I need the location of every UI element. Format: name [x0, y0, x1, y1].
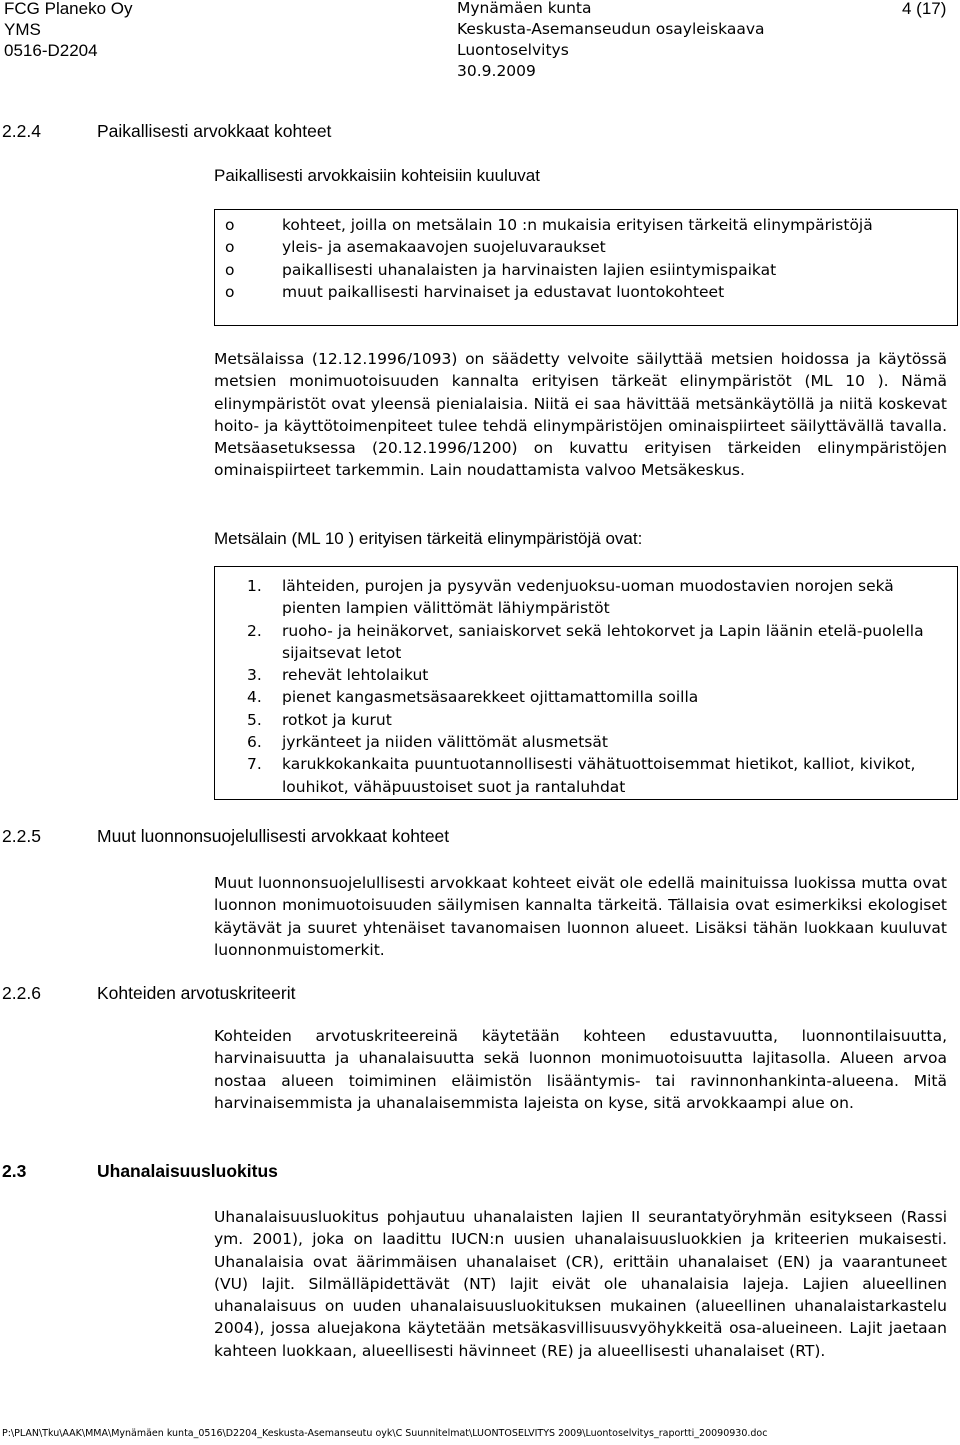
header-page-number: 4 (17)	[902, 0, 947, 18]
item-number: 1.	[247, 577, 262, 595]
header-date: 30.9.2009	[457, 62, 536, 80]
bullet-list	[215, 214, 957, 303]
list-item: o muut paikallisesti harvinaiset ja edustavat luontokohteet	[215, 281, 957, 303]
section-heading-2-2-4	[2, 121, 331, 142]
numbered-list	[215, 575, 957, 798]
section-title: Muut luonnonsuojelullisesti arvokkaat kohteet	[97, 826, 450, 846]
footer-file-path: P:\PLAN\Tku\AAK\MMA\Mynämäen kunta_0516\D2204_Keskusta-Asemanseutu oyk\C Suunnitelmat\LUONTOSELVITYS 2009\Luontoselvitys_raportti_20090930.doc	[2, 1428, 768, 1439]
header-plan-name: Keskusta-Asemanseudun osayleiskaava	[457, 20, 765, 38]
list-item: 7. karukkokankaita puuntuotannollisesti vähätuottoisemmat hietikot, kalliot, kivikot, louhikot, vähäpuustoiset suot ja rantaluhdat	[247, 755, 916, 796]
header-document-type: Luontoselvitys	[457, 41, 569, 59]
item-number: 5.	[247, 710, 262, 729]
paragraph-metsalaki: Metsälaissa (12.12.1996/1093) on säädetty velvoite säilyttää metsien hoidossa ja käytössä metsien monimuotoisuuden kannalta erityisen tärkeät elinympäristöt (ML 10 ). Nämä elinympäristöt ovat yleensä pienialaisia. Niitä ei saa hävittää metsänkäytöllä ja niitä koskevat hoito- ja käyttötoimenpiteet tulee tehdä elinympäristöjen ominaispiirteet säilyttävällä tavalla. Metsäasetuksessa (20.12.1996/1200) on kuvattu erityisen tärkeiden elinympäristöjen ominaispiirteet tarkemmin. Lain noudattamista valvoo Metsäkeskus.	[214, 350, 947, 480]
header-unit: YMS	[4, 20, 41, 39]
section-title: Uhanalaisuusluokitus	[97, 1161, 278, 1181]
section-title: Paikallisesti arvokkaat kohteet	[97, 121, 332, 141]
paragraph-muut-kohteet: Muut luonnonsuojelullisesti arvokkaat kohteet eivät ole edellä mainituissa luokissa mutta ovat luonnon monimuotoisuuden säilymisen kannalta tärkeitä. Tällaisia ovat esimerkiksi ekologiset käytävät ja suuret yhtenäiset tavanomaisen luonnon alueet. Lisäksi tähän luokkaan kuuluvat luonnonmuistomerkit.	[214, 874, 947, 959]
section-number: 2.2.5	[2, 826, 41, 846]
list-item: 6. jyrkänteet ja niiden välittömät alusmetsät	[215, 731, 957, 753]
bullet-marker: o	[225, 260, 235, 279]
section-title: Kohteiden arvotuskriteerit	[97, 983, 296, 1003]
section-number: 2.2.6	[2, 983, 41, 1003]
list-item: o kohteet, joilla on metsälain 10 :n mukaisia erityisen tärkeitä elinympäristöjä	[215, 214, 957, 236]
bullet-marker: o	[225, 282, 235, 301]
list-item: 4. pienet kangasmetsäsaarekkeet ojittamattomilla soilla	[215, 686, 957, 708]
list-item: 1. lähteiden, purojen ja pysyvän vedenjuoksu-uoman muodostavien norojen sekä pienten lampien välittömät lähiympäristöt	[247, 577, 894, 618]
header-municipality: Mynämäen kunta	[457, 0, 592, 17]
header-company: FCG Planeko Oy	[4, 0, 133, 18]
list-item: 3. rehevät lehtolaikut	[215, 664, 957, 686]
list-item: 5. rotkot ja kurut	[215, 709, 957, 731]
paragraph-arvotuskriteerit: Kohteiden arvotuskriteereinä käytetään kohteen edustavuutta, luonnontilaisuutta, harvinaisuutta ja uhanalaisuutta sekä luonnon monimuotoisuutta lajitasolla. Alueen arvoa nostaa alueen toimiminen eläimistön lisääntymis- tai ravinnonhankinta-alueena. Mitä harvinaisemmista ja uhanalaisemmista lajeista on kyse, sitä arvokkaampi alue on.	[214, 1027, 947, 1112]
list-item: 2. ruoho- ja heinäkorvet, saniaiskorvet sekä lehtokorvet ja Lapin läänin etelä-puolella sijaitsevat letot	[247, 621, 924, 662]
header-project-code: 0516-D2204	[4, 41, 98, 60]
bullet-marker: o	[225, 238, 235, 257]
item-number: 7.	[247, 755, 262, 774]
item-number: 6.	[247, 733, 262, 752]
paragraph-uhanalaisuusluokitus: Uhanalaisuusluokitus pohjautuu uhanalaisten lajien II seurantatyöryhmän esitykseen (Rassi ym. 2001), joka on laadittu IUCN:n uusien uhanalaisuusluokkien ja kriteerien mukaisesti. Uhanalaisia ovat äärimmäisen uhanalaiset (CR), erittäin uhanalaiset (EN) ja vaarantuneet (VU) lajit. Silmälläpidettävät (NT) lajit eivät ole uhanalaisia lajeja. Lajien alueellinen uhanalaisuus on uuden uhanalaisuusluokituksen mukainen (alueellinen uhanalaistarkastelu 2004), jossa aluejakona käytetään metsäkasvillisuusvyöhykkeitä osa-alueineen. Lajit jaetaan kahteen luokkaan, alueellisesti hävinneet (RE) ja alueellisesti uhanalaiset (RT).	[214, 1208, 947, 1360]
item-number: 4.	[247, 688, 262, 707]
bullet-list-intro: Paikallisesti arvokkaisiin kohteisiin kuuluvat	[214, 166, 540, 185]
bullet-marker: o	[225, 216, 235, 234]
section-number: 2.3	[2, 1161, 27, 1181]
item-number: 3.	[247, 666, 262, 685]
bullet-list-box	[214, 209, 958, 326]
numbered-list-intro: Metsälain (ML 10 ) erityisen tärkeitä elinympäristöjä ovat:	[214, 529, 643, 548]
numbered-list-box	[214, 566, 958, 800]
header-company-block	[4, 0, 133, 61]
section-heading-2-3	[2, 1161, 278, 1182]
section-heading-2-2-6	[2, 983, 295, 1004]
section-number: 2.2.4	[2, 121, 41, 141]
list-item: o yleis- ja asemakaavojen suojeluvaraukset	[215, 236, 957, 258]
item-number: 2.	[247, 621, 262, 640]
page-header	[0, 0, 960, 82]
section-heading-2-2-5	[2, 826, 449, 847]
list-item: o paikallisesti uhanalaisten ja harvinaisten lajien esiintymispaikat	[215, 259, 957, 281]
header-document-block	[457, 0, 765, 82]
